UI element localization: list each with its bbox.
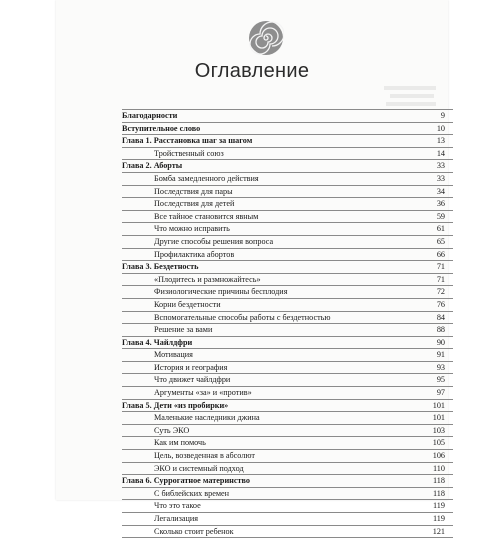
toc-entry-title: Мотивация (154, 350, 193, 360)
toc-section-row (122, 374, 453, 387)
toc-entry-page: 105 (432, 438, 445, 448)
toc-entry-page: 103 (432, 425, 445, 435)
toc-section-row (122, 349, 453, 362)
toc-entry-page: 76 (436, 299, 445, 309)
toc-chapter-row (122, 337, 453, 350)
toc-chapter-row (122, 109, 453, 123)
toc-chapter-row (122, 135, 453, 148)
page-title: Оглавление (194, 60, 310, 82)
toc-section-row (122, 286, 453, 299)
toc-section-row (122, 173, 453, 186)
toc-section-row (122, 437, 453, 450)
toc-section-row (122, 236, 453, 249)
toc-section-row (122, 324, 453, 337)
toc-entry-page: 90 (436, 337, 445, 347)
toc-entry-title: Глава 6. Суррогатное материнство (122, 476, 250, 486)
toc-section-row (122, 450, 453, 463)
toc-entry-title: Глава 4. Чайлдфри (122, 337, 193, 347)
toc-entry-title: Вспомогательные способы работы с бездетностью (154, 312, 331, 322)
toc-chapter-row (122, 400, 453, 413)
toc-section-row (122, 412, 453, 425)
toc-entry-page: 33 (436, 173, 445, 183)
toc-section-row (122, 526, 453, 538)
toc-section-row (122, 223, 453, 236)
toc-entry-title: «Плодитесь и размножайтесь» (154, 274, 261, 284)
toc-chapter-row (122, 261, 453, 274)
toc-section-row (122, 186, 453, 199)
toc-entry-page: 106 (432, 451, 445, 461)
toc-entry-page: 72 (436, 287, 445, 297)
toc-entry-title: Последствия для детей (154, 199, 235, 209)
toc-entry-title: ЭКО и системный подход (154, 463, 244, 473)
toc-entry-title: Аргументы «за» и «против» (154, 388, 252, 398)
toc-entry-title: Глава 3. Бездетность (122, 262, 199, 272)
toc-entry-title: Профилактика абортов (154, 249, 235, 259)
toc-section-row (122, 500, 453, 513)
book-page (56, 0, 448, 536)
toc-entry-page: 84 (436, 312, 445, 322)
toc-section-row (122, 299, 453, 312)
toc-section-row (122, 425, 453, 438)
toc-section-row (122, 148, 453, 161)
toc-entry-page: 71 (436, 274, 445, 284)
toc-section-row (122, 211, 453, 224)
toc-entry-title: Все тайное становится явным (154, 211, 259, 221)
toc-entry-title: Маленькие наследники джина (154, 413, 260, 423)
table-of-contents (122, 109, 453, 538)
toc-entry-title: Сколько стоит ребенок (154, 526, 234, 536)
toc-entry-page: 34 (436, 186, 445, 196)
toc-entry-title: Тройственный союз (154, 148, 224, 158)
toc-entry-page: 88 (436, 325, 445, 335)
toc-entry-page: 97 (436, 388, 445, 398)
toc-entry-title: Легализация (154, 514, 199, 523)
toc-section-row (122, 198, 453, 211)
toc-entry-page: 91 (436, 350, 445, 360)
toc-entry-page: 93 (436, 362, 445, 372)
toc-entry-title: Благодарности (122, 111, 178, 120)
toc-section-row (122, 488, 453, 501)
toc-entry-title: Другие способы решения вопроса (154, 236, 274, 246)
toc-chapter-row (122, 123, 453, 136)
toc-entry-page: 66 (436, 249, 445, 259)
toc-chapter-row (122, 475, 453, 488)
toc-entry-title: Глава 5. Дети «из пробирки» (122, 400, 229, 410)
toc-entry-title: Суть ЭКО (154, 425, 190, 435)
toc-entry-title: Цель, возведенная в абсолют (154, 451, 255, 461)
toc-entry-title: Что движет чайлдфри (154, 375, 231, 385)
toc-entry-page: 118 (433, 476, 445, 486)
toc-section-row (122, 387, 453, 400)
toc-entry-page: 10 (436, 123, 445, 133)
toc-entry-title: Что это такое (154, 501, 201, 511)
toc-entry-title: Решение за вами (154, 325, 213, 335)
toc-entry-page: 33 (436, 161, 445, 171)
toc-entry-page: 65 (436, 236, 445, 246)
toc-entry-page: 13 (436, 136, 445, 146)
toc-section-row (122, 513, 453, 526)
toc-entry-page: 101 (432, 400, 445, 410)
toc-entry-title: История и география (154, 362, 228, 372)
toc-entry-page: 119 (433, 501, 445, 511)
toc-entry-page: 110 (433, 463, 445, 473)
toc-entry-title: Глава 1. Расстановка шаг за шагом (122, 136, 253, 146)
toc-section-row (122, 274, 453, 287)
toc-entry-page: 61 (436, 224, 445, 234)
toc-entry-title: Физиологические причины бесплодия (154, 287, 288, 297)
spiral-logo-icon (248, 20, 284, 56)
toc-entry-page: 121 (432, 526, 445, 536)
toc-entry-page: 101 (432, 413, 445, 423)
toc-section-row (122, 249, 453, 262)
toc-entry-page: 95 (436, 375, 445, 385)
toc-entry-title: С библейских времен (154, 488, 230, 498)
toc-entry-page: 119 (433, 514, 445, 523)
toc-section-row (122, 362, 453, 375)
toc-entry-page: 9 (440, 111, 445, 120)
toc-entry-title: Вступительное слово (122, 123, 201, 133)
toc-entry-page: 71 (436, 262, 445, 272)
toc-entry-title: Глава 2. Аборты (122, 161, 183, 171)
toc-entry-title: Корни бездетности (154, 299, 221, 309)
toc-section-row (122, 312, 453, 325)
toc-entry-title: Как им помочь (154, 438, 206, 448)
toc-section-row (122, 463, 453, 476)
toc-entry-title: Бомба замедленного действия (154, 173, 259, 183)
toc-entry-page: 118 (433, 488, 445, 498)
toc-entry-page: 59 (436, 211, 445, 221)
toc-entry-page: 14 (436, 148, 445, 158)
toc-entry-title: Последствия для пары (154, 186, 233, 196)
toc-entry-title: Что можно исправить (154, 224, 230, 234)
toc-entry-page: 36 (436, 199, 445, 209)
toc-chapter-row (122, 160, 453, 173)
